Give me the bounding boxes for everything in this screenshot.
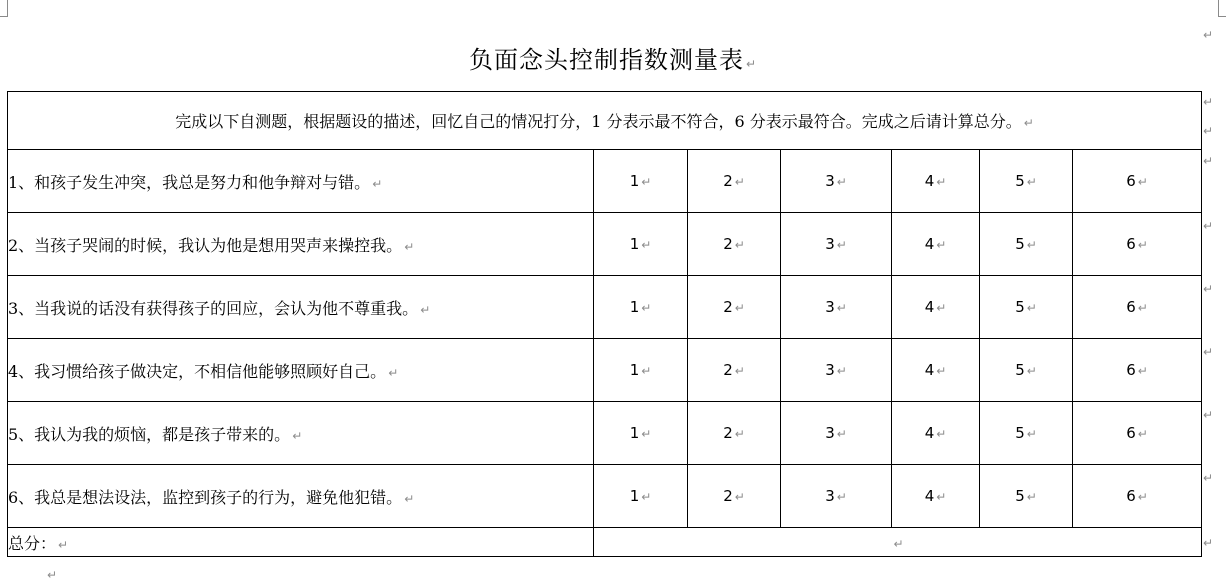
score-value: 6 [1126,235,1136,253]
score-value: 1 [629,487,640,505]
paragraph-mark-icon: ↵ [1026,427,1037,441]
score-option-cell[interactable] [980,465,1073,528]
paragraph-mark-icon: ↵ [1026,175,1037,189]
score-option-cell[interactable] [781,339,892,402]
paragraph-mark-icon: ↵ [641,364,652,378]
score-option-cell[interactable] [1073,276,1202,339]
total-label-cell[interactable] [8,528,594,557]
paragraph-mark-icon: ↵ [47,568,58,582]
score-value: 3 [825,172,835,190]
score-value: 6 [1126,298,1136,316]
question-row [8,465,1202,528]
score-value: 2 [723,487,733,505]
question-cell[interactable] [8,213,594,276]
paragraph-mark-icon: ↵ [58,537,69,552]
paragraph-mark-icon: ↵ [641,427,652,441]
score-option-cell[interactable] [980,276,1073,339]
paragraph-mark-icon: ↵ [420,302,431,317]
total-row [8,528,1202,557]
row-end-mark-icon: ↵ [1203,471,1214,485]
paragraph-mark-icon: ↵ [734,238,745,252]
score-option-cell[interactable] [892,276,980,339]
score-option-cell[interactable] [980,213,1073,276]
score-option-cell[interactable] [688,402,781,465]
question-text: 2、当孩子哭闹的时候，我认为他是想用哭声来操控我。 [8,235,403,255]
score-value: 5 [1015,487,1025,505]
score-value: 1 [629,235,640,253]
score-option-cell[interactable] [892,465,980,528]
instruction-row [8,92,1202,150]
score-option-cell[interactable] [892,213,980,276]
score-value: 2 [723,298,733,316]
question-text: 5、我认为我的烦恼，都是孩子带来的。 [8,424,291,444]
paragraph-mark-icon: ↵ [936,490,947,504]
paragraph-mark-icon: ↵ [836,364,847,378]
paragraph-mark-icon: ↵ [734,364,745,378]
document-title[interactable] [0,40,1226,75]
score-value: 5 [1015,172,1025,190]
paragraph-mark-icon: ↵ [734,490,745,504]
score-value: 3 [825,424,835,442]
paragraph-mark-icon: ↵ [1137,175,1148,189]
score-value: 4 [924,487,935,505]
question-row [8,276,1202,339]
paragraph-mark-icon: ↵ [1137,490,1148,504]
score-option-cell[interactable] [688,465,781,528]
paragraph-mark-icon: ↵ [1137,427,1148,441]
score-value: 2 [723,361,733,379]
score-option-cell[interactable] [892,150,980,213]
question-cell[interactable] [8,339,594,402]
row-end-mark-icon: ↵ [1203,536,1214,550]
question-cell[interactable] [8,276,594,339]
paragraph-mark-icon: ↵ [836,301,847,315]
row-end-mark-icon: ↵ [1203,345,1214,359]
score-option-cell[interactable] [594,213,688,276]
paragraph-mark-icon: ↵ [836,490,847,504]
paragraph-mark-icon: ↵ [292,428,303,443]
score-value: 1 [629,424,640,442]
question-cell[interactable] [8,150,594,213]
paragraph-mark-icon: ↵ [936,238,947,252]
paragraph-mark-icon: ↵ [734,427,745,441]
score-value: 6 [1126,424,1136,442]
score-value: 6 [1126,172,1136,190]
score-value: 6 [1126,361,1136,379]
paragraph-mark-icon: ↵ [936,427,947,441]
score-value: 6 [1126,487,1136,505]
question-row [8,150,1202,213]
score-option-cell[interactable] [980,150,1073,213]
score-option-cell[interactable] [594,339,688,402]
question-text: 4、我习惯给孩子做决定，不相信他能够照顾好自己。 [8,361,387,381]
paragraph-mark-icon: ↵ [1026,364,1037,378]
score-option-cell[interactable] [781,465,892,528]
question-cell[interactable] [8,402,594,465]
paragraph-mark-icon: ↵ [1137,238,1148,252]
title-text: 负面念头控制指数测量表 [468,46,744,74]
paragraph-mark-icon: ↵ [1137,301,1148,315]
score-option-cell[interactable] [688,339,781,402]
score-option-cell[interactable] [781,150,892,213]
score-option-cell[interactable] [1073,150,1202,213]
score-value: 5 [1015,361,1025,379]
paragraph-mark-icon: ↵ [893,536,904,551]
score-value: 5 [1015,298,1025,316]
instruction-cell[interactable] [8,92,1202,150]
row-end-mark-icon: ↵ [1203,408,1214,422]
question-row [8,402,1202,465]
paragraph-mark-icon: ↵ [404,491,415,506]
score-value: 3 [825,487,835,505]
score-value: 4 [924,298,935,316]
total-value-field[interactable] [594,528,1202,557]
score-option-cell[interactable] [1073,465,1202,528]
paragraph-mark-icon: ↵ [1137,364,1148,378]
question-text: 3、当我说的话没有获得孩子的回应，会认为他不尊重我。 [8,298,419,318]
score-option-cell[interactable] [781,213,892,276]
instruction-text: 完成以下自测题，根据题设的描述，回忆自己的情况打分，1 分表示最不符合，6 分表示最符合。完成之后请计算总分。 [175,112,1022,131]
question-row [8,213,1202,276]
measurement-table [7,91,1202,557]
score-value: 3 [825,361,835,379]
paragraph-mark-icon: ↵ [641,301,652,315]
score-option-cell[interactable] [594,276,688,339]
paragraph-mark-icon: ↵ [388,365,399,380]
score-option-cell[interactable] [688,276,781,339]
paragraph-mark-icon: ↵ [641,175,652,189]
score-value: 5 [1015,424,1025,442]
score-option-cell[interactable] [594,150,688,213]
row-end-marks [1203,0,1223,582]
paragraph-mark-icon: ↵ [936,301,947,315]
score-value: 4 [924,361,935,379]
score-option-cell[interactable] [594,402,688,465]
score-option-cell[interactable] [594,465,688,528]
score-option-cell[interactable] [1073,402,1202,465]
score-value: 2 [723,172,733,190]
paragraph-mark-icon: ↵ [641,490,652,504]
paragraph-mark-icon: ↵ [936,175,947,189]
row-end-mark-icon: ↵ [1203,219,1214,233]
paragraph-mark-icon: ↵ [1026,301,1037,315]
paragraph-mark-icon: ↵ [836,238,847,252]
score-option-cell[interactable] [781,276,892,339]
score-option-cell[interactable] [980,339,1073,402]
crop-mark-top-left [0,0,8,17]
score-value: 1 [629,172,640,190]
paragraph-mark-icon: ↵ [745,57,758,71]
paragraph-mark-icon: ↵ [641,238,652,252]
score-option-cell[interactable] [892,402,980,465]
score-option-cell[interactable] [1073,339,1202,402]
score-value: 4 [924,172,935,190]
row-end-mark-icon: ↵ [1203,124,1214,138]
score-option-cell[interactable] [688,213,781,276]
question-row [8,339,1202,402]
score-value: 1 [629,361,640,379]
paragraph-mark-icon: ↵ [404,239,415,254]
paragraph-mark-icon: ↵ [836,175,847,189]
score-value: 2 [723,424,733,442]
paragraph-mark-icon: ↵ [1026,490,1037,504]
paragraph-mark-icon: ↵ [1023,116,1034,130]
score-value: 2 [723,235,733,253]
paragraph-mark-icon: ↵ [734,175,745,189]
score-value: 1 [629,298,640,316]
row-end-mark-icon: ↵ [1203,282,1214,296]
score-option-cell[interactable] [980,402,1073,465]
paragraph-mark-icon: ↵ [936,364,947,378]
score-option-cell[interactable] [781,402,892,465]
score-value: 5 [1015,235,1025,253]
score-option-cell[interactable] [1073,213,1202,276]
row-end-mark-icon: ↵ [1203,95,1214,109]
paragraph-mark-icon: ↵ [372,176,383,191]
question-text: 1、和孩子发生冲突，我总是努力和他争辩对与错。 [8,172,371,192]
score-option-cell[interactable] [688,150,781,213]
score-value: 4 [924,424,935,442]
paragraph-mark-icon: ↵ [734,301,745,315]
score-value: 3 [825,235,835,253]
question-text: 6、我总是想法设法，监控到孩子的行为，避免他犯错。 [8,487,403,507]
score-value: 3 [825,298,835,316]
total-label: 总分： [8,533,57,553]
paragraph-mark-icon: ↵ [1026,238,1037,252]
score-option-cell[interactable] [892,339,980,402]
question-cell[interactable] [8,465,594,528]
row-end-mark-icon: ↵ [1203,28,1214,42]
score-value: 4 [924,235,935,253]
row-end-mark-icon: ↵ [1203,154,1214,168]
paragraph-mark-icon: ↵ [836,427,847,441]
